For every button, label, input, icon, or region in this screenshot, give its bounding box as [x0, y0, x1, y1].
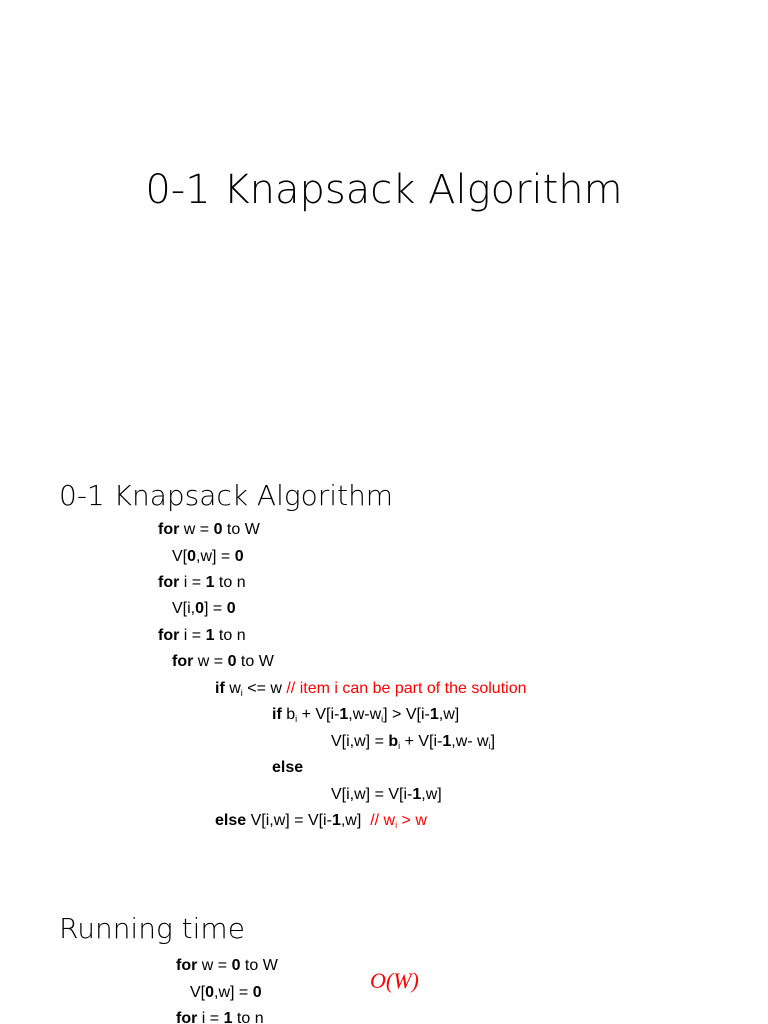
- complexity-label: O(W): [370, 968, 419, 993]
- running-time-heading: Running time: [59, 912, 245, 945]
- code-line-10: else: [272, 759, 304, 776]
- slide-title: 0-1 Knapsack Algorithm: [145, 167, 623, 213]
- running-code-line-2: V[0,w] = 0: [190, 984, 262, 1001]
- code-line-3: for i = 1 to n: [158, 574, 246, 591]
- code-comment: // item i can be part of the solution: [286, 680, 527, 697]
- code-line-2: V[0,w] = 0: [172, 548, 244, 565]
- code-line-5: for i = 1 to n: [158, 627, 246, 644]
- code-line-6: for w = 0 to W: [172, 653, 274, 670]
- code-line-7: if $w_i <= w$ // item i can be part of the solution: [215, 680, 527, 698]
- code-line-8: if $b_i + V[i-1,w-w_i] > V[i-1,w]$: [272, 706, 460, 724]
- code-comment: // w: [370, 812, 396, 829]
- code-line-9: $V[i,w] = b_i + V[i-1,w-$ $w_i$]: [331, 733, 496, 751]
- code-line-12: else $V[i,w] = V[i-1,w] // w_i > w$: [215, 812, 427, 830]
- algorithm-heading: 0-1 Knapsack Algorithm: [59, 479, 394, 512]
- running-code-line-3: for i = 1 to n: [176, 1010, 264, 1024]
- code-line-11: V[i,w] = V[i-1,w]: [331, 786, 442, 803]
- running-code-line-1: for w = 0 to W: [176, 957, 278, 974]
- code-line-4: V[i,0] = 0: [172, 600, 236, 617]
- code-line-1: for w = 0 to W: [158, 521, 260, 538]
